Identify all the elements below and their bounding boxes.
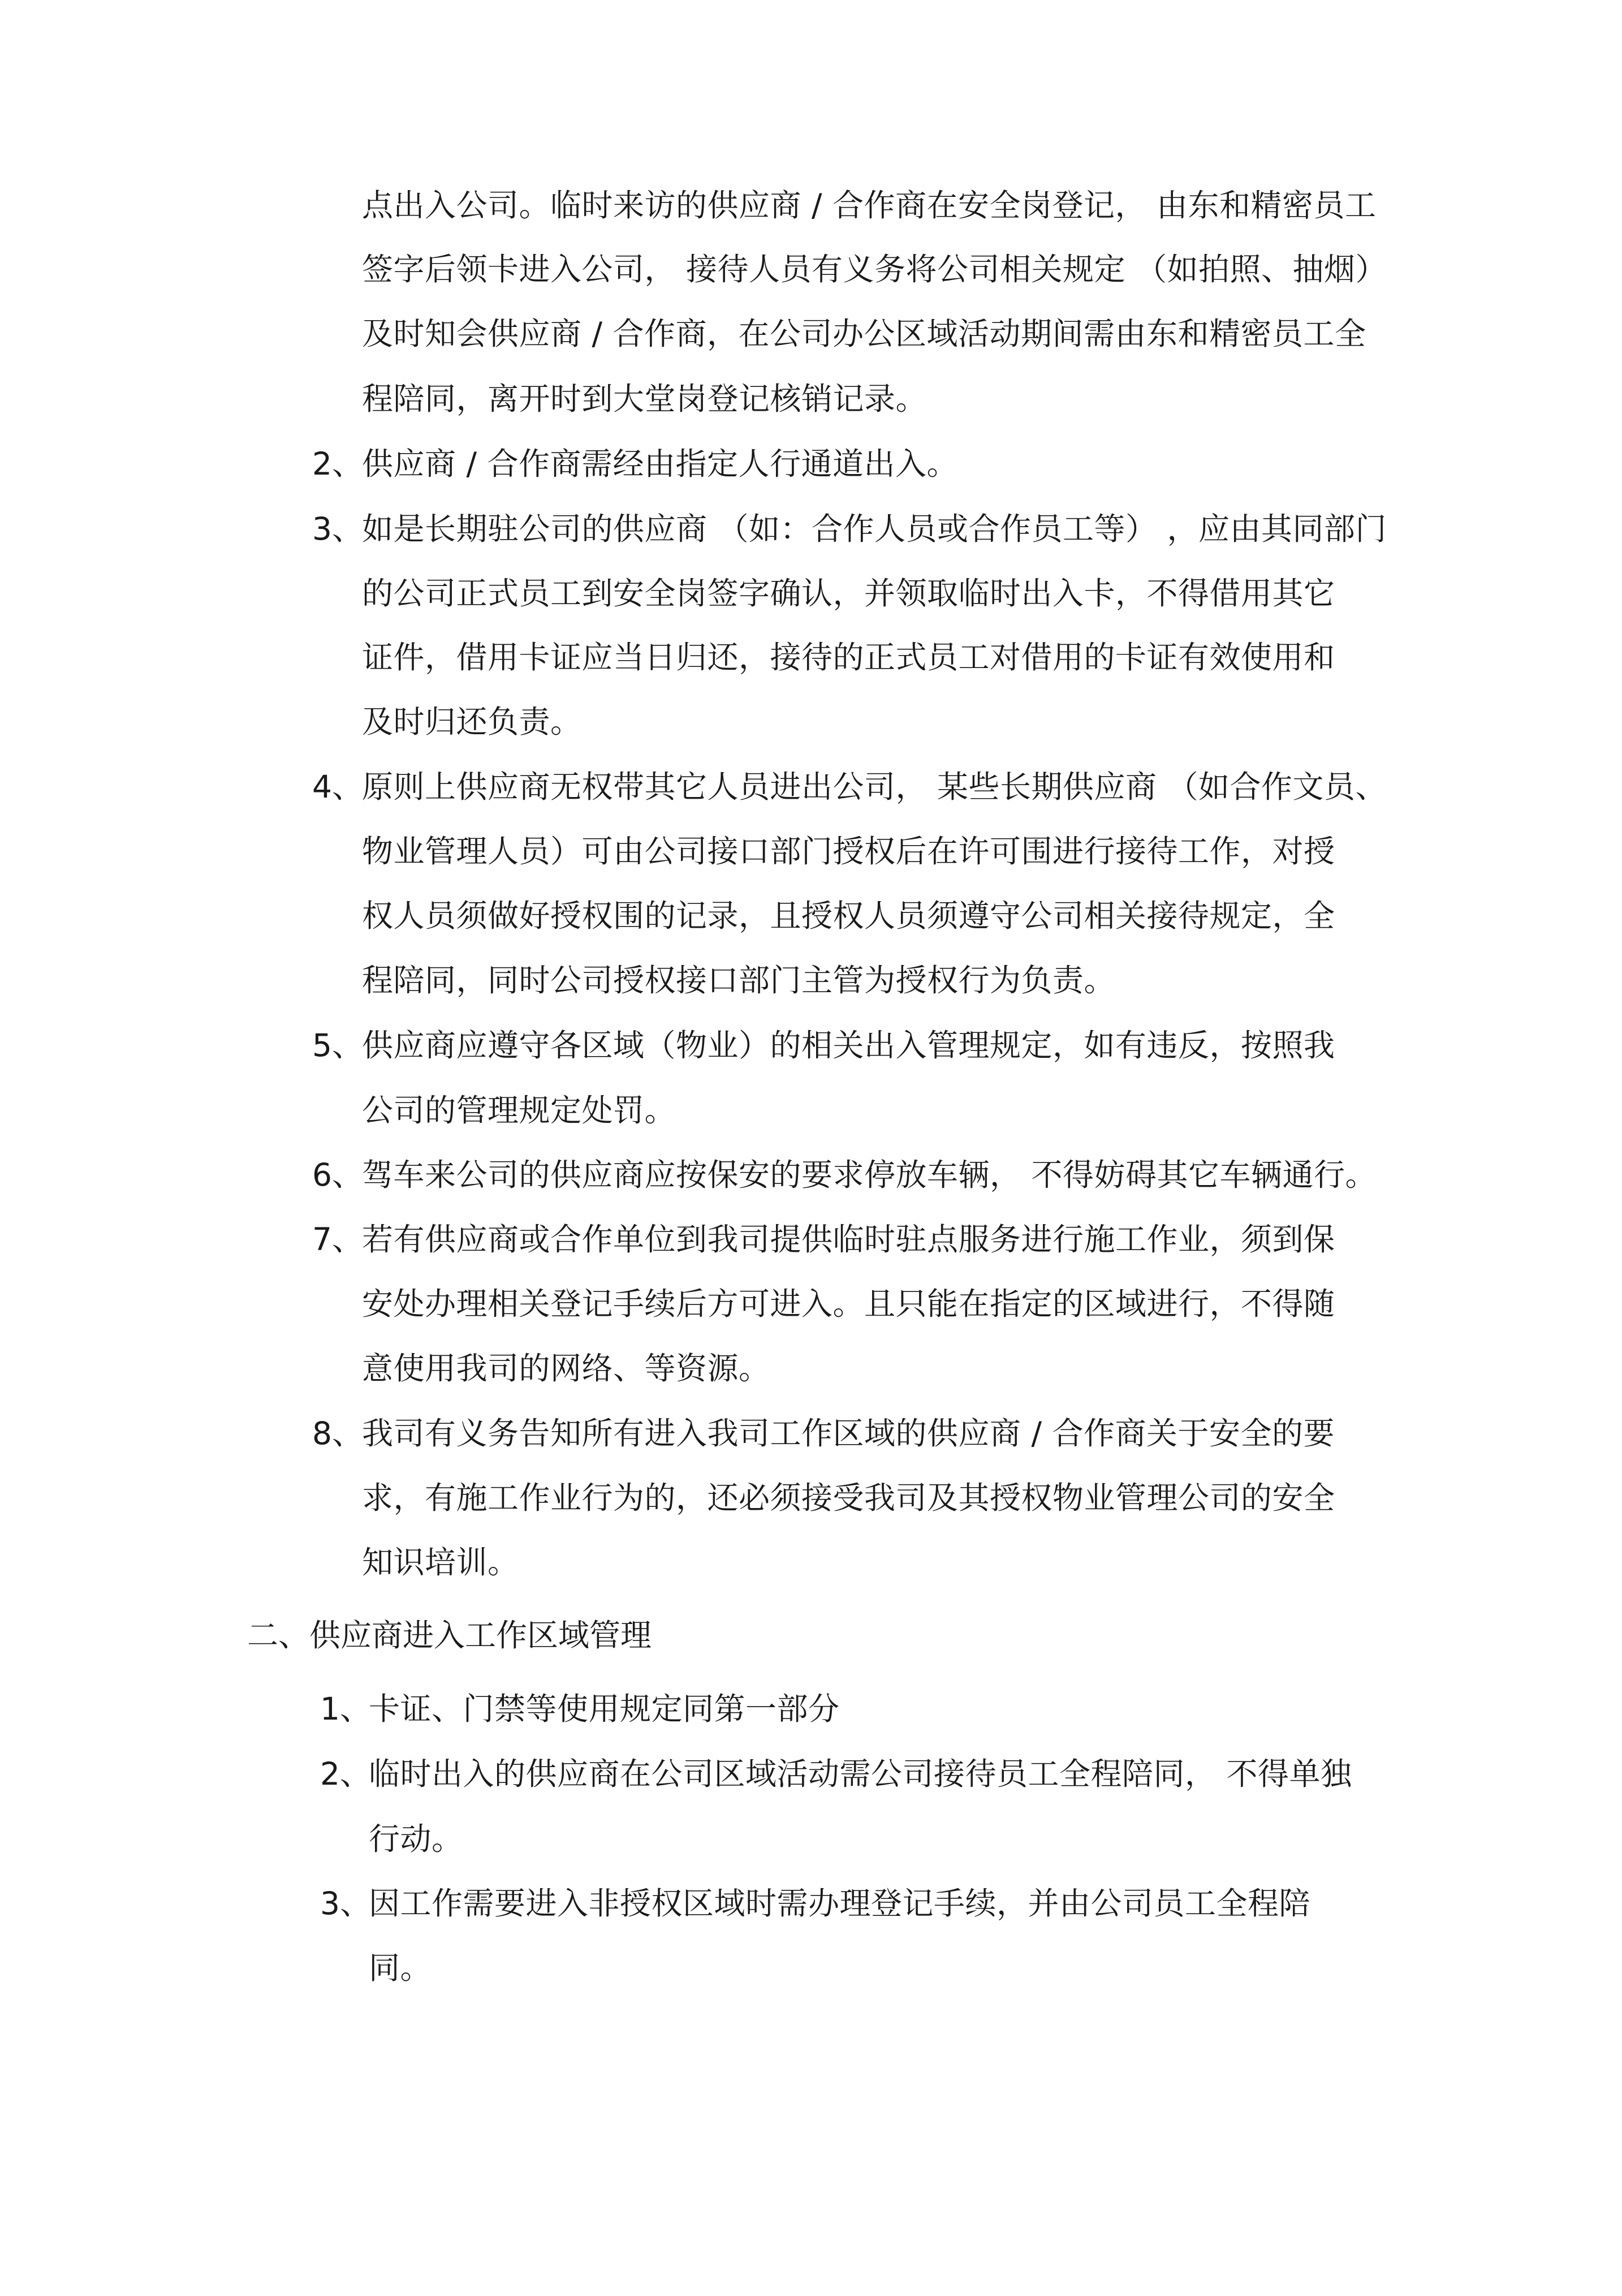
item-5-line-1: 供应商应遵守各区域（物业）的相关出入管理规定，如有违反，按照我 xyxy=(362,1027,1335,1063)
s2-item-2-number: 2、 xyxy=(320,1756,371,1792)
item-2-line-1: 供应商 / 合作商需经由指定人行通道出入。 xyxy=(362,446,958,482)
item-8-line-1: 我司有义务告知所有进入我司工作区域的供应商 / 合作商关于安全的要 xyxy=(362,1415,1335,1451)
item-4-line-2: 物业管理人员）可由公司接口部门授权后在许可围进行接待工作，对授 xyxy=(362,833,1335,869)
item-4-line-3: 权人员须做好授权围的记录，且授权人员须遵守公司相关接待规定，全 xyxy=(362,898,1335,934)
item-3-line-4: 及时归还负责。 xyxy=(362,704,582,740)
s2-item-3-line-1: 因工作需要进入非授权区域时需办理登记手续，并由公司员工全程陪 xyxy=(369,1885,1311,1922)
s2-item-3-number: 3、 xyxy=(320,1885,371,1922)
item-4-number: 4、 xyxy=(312,769,363,805)
item-3-line-2: 的公司正式员工到安全岗签字确认，并领取临时出入卡，不得借用其它 xyxy=(362,575,1335,611)
s2-item-1-number: 1、 xyxy=(320,1691,371,1727)
intro-line-1: 点出入公司。临时来访的供应商 / 合作商在安全岗登记， 由东和精密员工 xyxy=(362,187,1377,223)
intro-line-2: 签字后领卡进入公司， 接待人员有义务将公司相关规定 （如拍照、抽烟） xyxy=(362,251,1387,287)
item-8-number: 8、 xyxy=(312,1415,363,1451)
s2-item-2-line-1: 临时出入的供应商在公司区域活动需公司接待员工全程陪同， 不得单独 xyxy=(369,1756,1352,1792)
item-7-line-1: 若有供应商或合作单位到我司提供临时驻点服务进行施工作业，须到保 xyxy=(362,1221,1335,1257)
section-2-heading: 二、供应商进入工作区域管理 xyxy=(247,1617,652,1653)
item-6-number: 6、 xyxy=(312,1157,363,1193)
item-5-line-2: 公司的管理规定处罚。 xyxy=(362,1092,676,1128)
item-7-line-3: 意使用我司的网络、等资源。 xyxy=(362,1350,770,1386)
item-4-line-4: 程陪同，同时公司授权接口部门主管为授权行为负责。 xyxy=(362,962,1116,998)
intro-line-3: 及时知会供应商 / 合作商，在公司办公区域活动期间需由东和精密员工全 xyxy=(362,316,1366,352)
intro-line-4: 程陪同，离开时到大堂岗登记核销记录。 xyxy=(362,381,928,417)
s2-item-1-line-1: 卡证、门禁等使用规定同第一部分 xyxy=(369,1691,840,1727)
item-4-line-1: 原则上供应商无权带其它人员进出公司， 某些长期供应商 （如合作文员、 xyxy=(362,769,1387,805)
item-6-line-1: 驾车来公司的供应商应按保安的要求停放车辆， 不得妨碍其它车辆通行。 xyxy=(362,1157,1377,1193)
item-3-line-1: 如是长期驻公司的供应商 （如：合作人员或合作员工等） ，应由其同部门 xyxy=(362,511,1387,547)
item-7-line-2: 安处办理相关登记手续后方可进入。且只能在指定的区域进行，不得随 xyxy=(362,1286,1335,1322)
item-3-number: 3、 xyxy=(312,511,363,547)
s2-item-2-line-2: 行动。 xyxy=(369,1821,463,1857)
item-3-line-3: 证件，借用卡证应当日归还，接待的正式员工对借用的卡证有效使用和 xyxy=(362,639,1335,675)
item-2-number: 2、 xyxy=(312,446,363,482)
item-5-number: 5、 xyxy=(312,1027,363,1063)
item-7-number: 7、 xyxy=(312,1221,363,1257)
item-8-line-3: 知识培训。 xyxy=(362,1544,519,1580)
s2-item-3-line-2: 同。 xyxy=(369,1950,432,1986)
item-8-line-2: 求，有施工作业行为的，还必须接受我司及其授权物业管理公司的安全 xyxy=(362,1480,1335,1516)
